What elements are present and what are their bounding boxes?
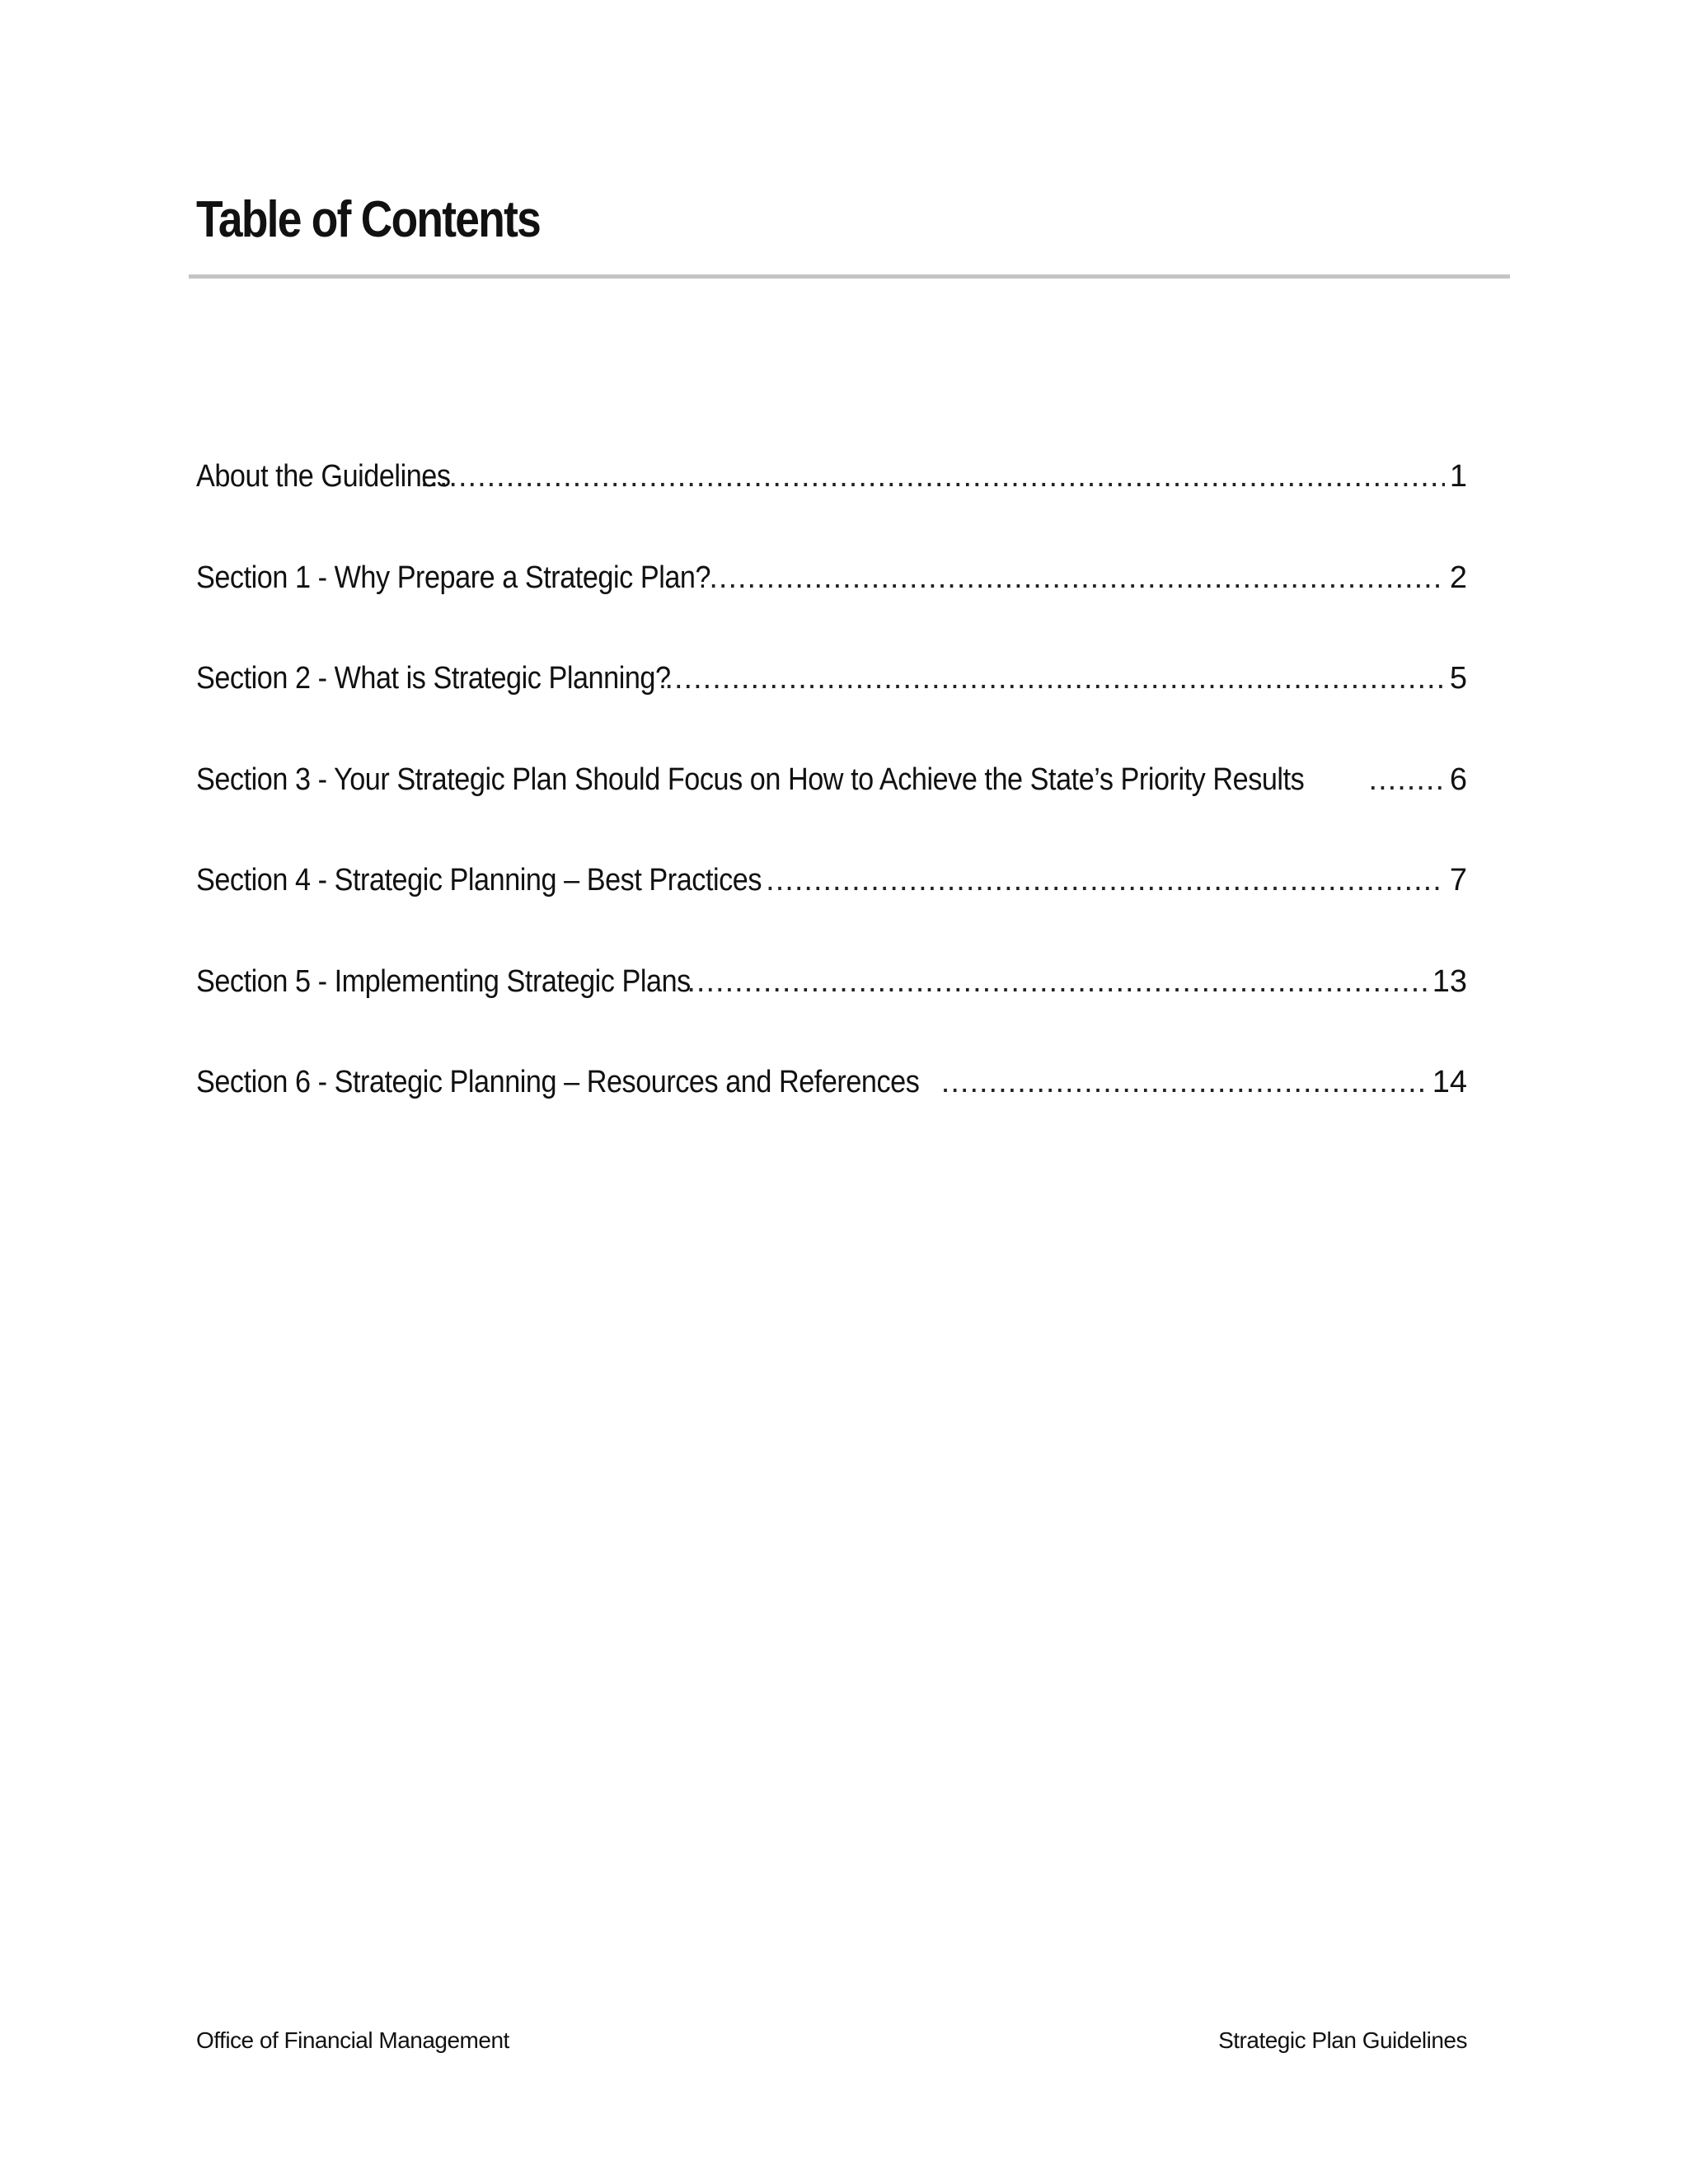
toc-entry-page-number: 13 bbox=[1432, 963, 1467, 999]
toc-entry-section-1[interactable] bbox=[196, 553, 1467, 654]
toc-entry-page-number: 14 bbox=[1432, 1065, 1467, 1099]
toc-entry-label: Section 3 - Your Strategic Plan Should Focus on How to Achieve the State’s Priority Results bbox=[196, 762, 1305, 797]
toc-entry-section-3[interactable] bbox=[196, 755, 1467, 856]
page-title: Table of Contents bbox=[196, 191, 541, 248]
table-of-contents bbox=[196, 452, 1467, 1159]
toc-entry-about-guidelines[interactable] bbox=[196, 452, 1467, 553]
title-divider bbox=[189, 274, 1510, 279]
toc-entry-label: Section 2 - What is Strategic Planning? bbox=[196, 661, 671, 696]
dot-leader bbox=[941, 1057, 1428, 1107]
toc-entry-page-number: 6 bbox=[1449, 762, 1467, 797]
dot-leader bbox=[766, 855, 1445, 905]
toc-entry-label: Section 6 - Strategic Planning – Resources and References bbox=[196, 1065, 920, 1099]
toc-entry-page-number: 2 bbox=[1449, 560, 1467, 595]
toc-entry-section-6[interactable] bbox=[196, 1057, 1467, 1159]
dot-leader bbox=[709, 553, 1445, 602]
footer-organization: Office of Financial Management bbox=[196, 2027, 509, 2053]
dot-leader bbox=[687, 957, 1427, 1006]
toc-entry-label: Section 1 - Why Prepare a Strategic Plan? bbox=[196, 560, 711, 595]
toc-entry-section-4[interactable] bbox=[196, 855, 1467, 957]
dot-leader bbox=[1369, 755, 1445, 804]
toc-entry-section-5[interactable] bbox=[196, 957, 1467, 1058]
toc-entry-label: Section 4 - Strategic Planning – Best Practices bbox=[196, 863, 762, 898]
toc-entry-page-number: 5 bbox=[1449, 661, 1467, 696]
dot-leader bbox=[664, 654, 1444, 703]
toc-entry-page-number: 7 bbox=[1449, 863, 1467, 898]
toc-entry-section-2[interactable] bbox=[196, 654, 1467, 755]
dot-leader bbox=[420, 452, 1445, 501]
toc-entry-label: About the Guidelines bbox=[196, 459, 451, 494]
toc-entry-label: Section 5 - Implementing Strategic Plans bbox=[196, 963, 691, 999]
toc-entry-page-number: 1 bbox=[1449, 459, 1467, 494]
footer-document-name: Strategic Plan Guidelines bbox=[1218, 2027, 1467, 2053]
